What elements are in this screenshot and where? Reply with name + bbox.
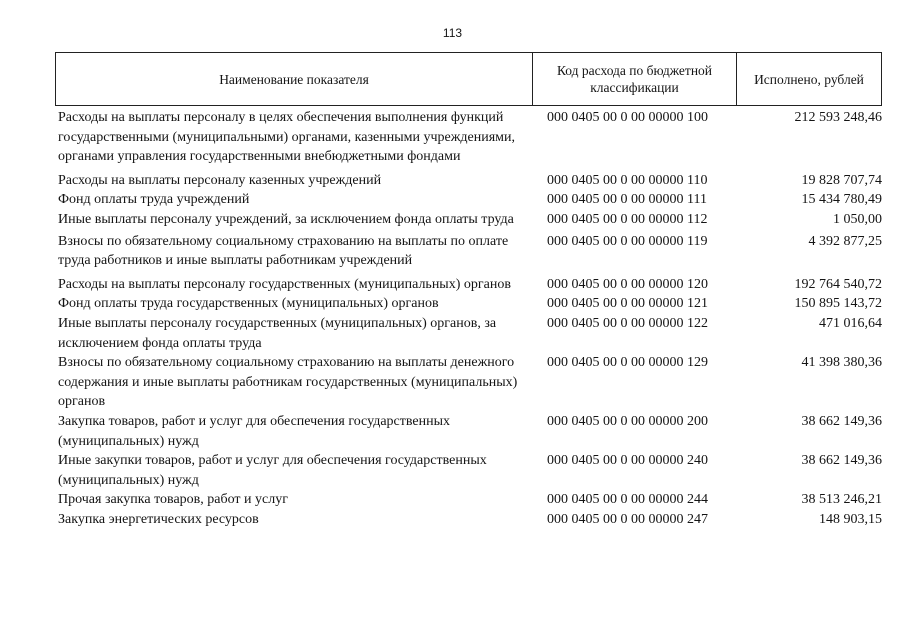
table-row bbox=[58, 294, 884, 314]
table-row bbox=[58, 232, 884, 271]
row-value: 471 016,64 bbox=[819, 315, 882, 331]
header-executed-column: Исполнено, рублей bbox=[754, 71, 864, 87]
row-value: 192 764 540,72 bbox=[794, 276, 882, 292]
table-row bbox=[58, 108, 884, 167]
row-value: 150 895 143,72 bbox=[794, 296, 882, 312]
table-row bbox=[58, 210, 884, 230]
row-name: Расходы на выплаты персоналу государственных (муниципальных) органов bbox=[58, 276, 511, 292]
row-value: 1 050,00 bbox=[833, 211, 882, 227]
row-code: 000 0405 00 0 00 00000 112 bbox=[547, 211, 708, 227]
page-number: 113 bbox=[442, 26, 463, 40]
row-name: Прочая закупка товаров, работ и услуг bbox=[58, 492, 288, 508]
table-body bbox=[58, 108, 884, 529]
row-code: 000 0405 00 0 00 00000 200 bbox=[547, 413, 708, 429]
row-name: Иные выплаты персоналу государственных (муниципальных) органов, за исключением фонда оплаты труда bbox=[58, 315, 497, 351]
row-value: 38 662 149,36 bbox=[801, 413, 882, 429]
row-name: Фонд оплаты труда учреждений bbox=[58, 192, 250, 208]
row-code: 000 0405 00 0 00 00000 247 bbox=[547, 511, 708, 527]
row-value: 19 828 707,74 bbox=[801, 172, 882, 188]
row-name: Взносы по обязательному социальному страхованию на выплаты денежного содержания и иные выплаты работникам государственных (муниципальных) органов bbox=[58, 355, 518, 410]
table-header bbox=[55, 52, 882, 106]
row-name: Фонд оплаты труда государственных (муниципальных) органов bbox=[58, 296, 439, 312]
row-code: 000 0405 00 0 00 00000 240 bbox=[547, 453, 708, 469]
row-name: Расходы на выплаты персоналу казенных учреждений bbox=[58, 172, 382, 188]
row-value: 4 392 877,25 bbox=[808, 233, 882, 249]
row-name: Закупка энергетических ресурсов bbox=[58, 511, 259, 527]
table-row bbox=[58, 275, 884, 295]
row-value: 38 513 246,21 bbox=[801, 492, 882, 508]
row-code: 000 0405 00 0 00 00000 122 bbox=[547, 315, 708, 331]
table-row bbox=[58, 490, 884, 510]
table-row bbox=[58, 314, 884, 353]
row-code: 000 0405 00 0 00 00000 111 bbox=[547, 192, 707, 208]
header-code-column: Код расхода по бюджетной классификации bbox=[533, 53, 737, 105]
row-name: Иные закупки товаров, работ и услуг для обеспечения государственных (муниципальных) нужд bbox=[58, 453, 487, 488]
row-code: 000 0405 00 0 00 00000 121 bbox=[547, 296, 708, 312]
row-value: 148 903,15 bbox=[819, 511, 882, 527]
table-row bbox=[58, 412, 884, 451]
table-row bbox=[58, 353, 884, 412]
row-value: 38 662 149,36 bbox=[801, 453, 882, 469]
row-code: 000 0405 00 0 00 00000 129 bbox=[547, 355, 708, 371]
row-value: 212 593 248,46 bbox=[794, 110, 882, 125]
row-code: 000 0405 00 0 00 00000 120 bbox=[547, 276, 708, 292]
header-name-column: Наименование показателя bbox=[56, 53, 533, 105]
row-name: Иные выплаты персоналу учреждений, за исключением фонда оплаты труда bbox=[58, 211, 514, 227]
row-code: 000 0405 00 0 00 00000 100 bbox=[547, 110, 708, 125]
row-name: Закупка товаров, работ и услуг для обеспечения государственных (муниципальных) нужд bbox=[58, 413, 451, 449]
table-row bbox=[58, 510, 884, 530]
table-row bbox=[58, 451, 884, 490]
row-name: Расходы на выплаты персоналу в целях обеспечения выполнения функций государственными (муниципальными) органами, казенными учреждениями, органами управления государственными внебюджетными фондами bbox=[58, 110, 515, 165]
row-code: 000 0405 00 0 00 00000 119 bbox=[547, 233, 708, 249]
row-code: 000 0405 00 0 00 00000 244 bbox=[547, 492, 708, 508]
table-row bbox=[58, 190, 884, 210]
row-value: 41 398 380,36 bbox=[801, 355, 882, 371]
table-row bbox=[58, 171, 884, 191]
row-name: Взносы по обязательному социальному страхованию на выплаты по оплате труда работников и иные выплаты работникам учреждений bbox=[58, 233, 509, 269]
row-value: 15 434 780,49 bbox=[801, 192, 882, 208]
row-code: 000 0405 00 0 00 00000 110 bbox=[547, 172, 708, 188]
